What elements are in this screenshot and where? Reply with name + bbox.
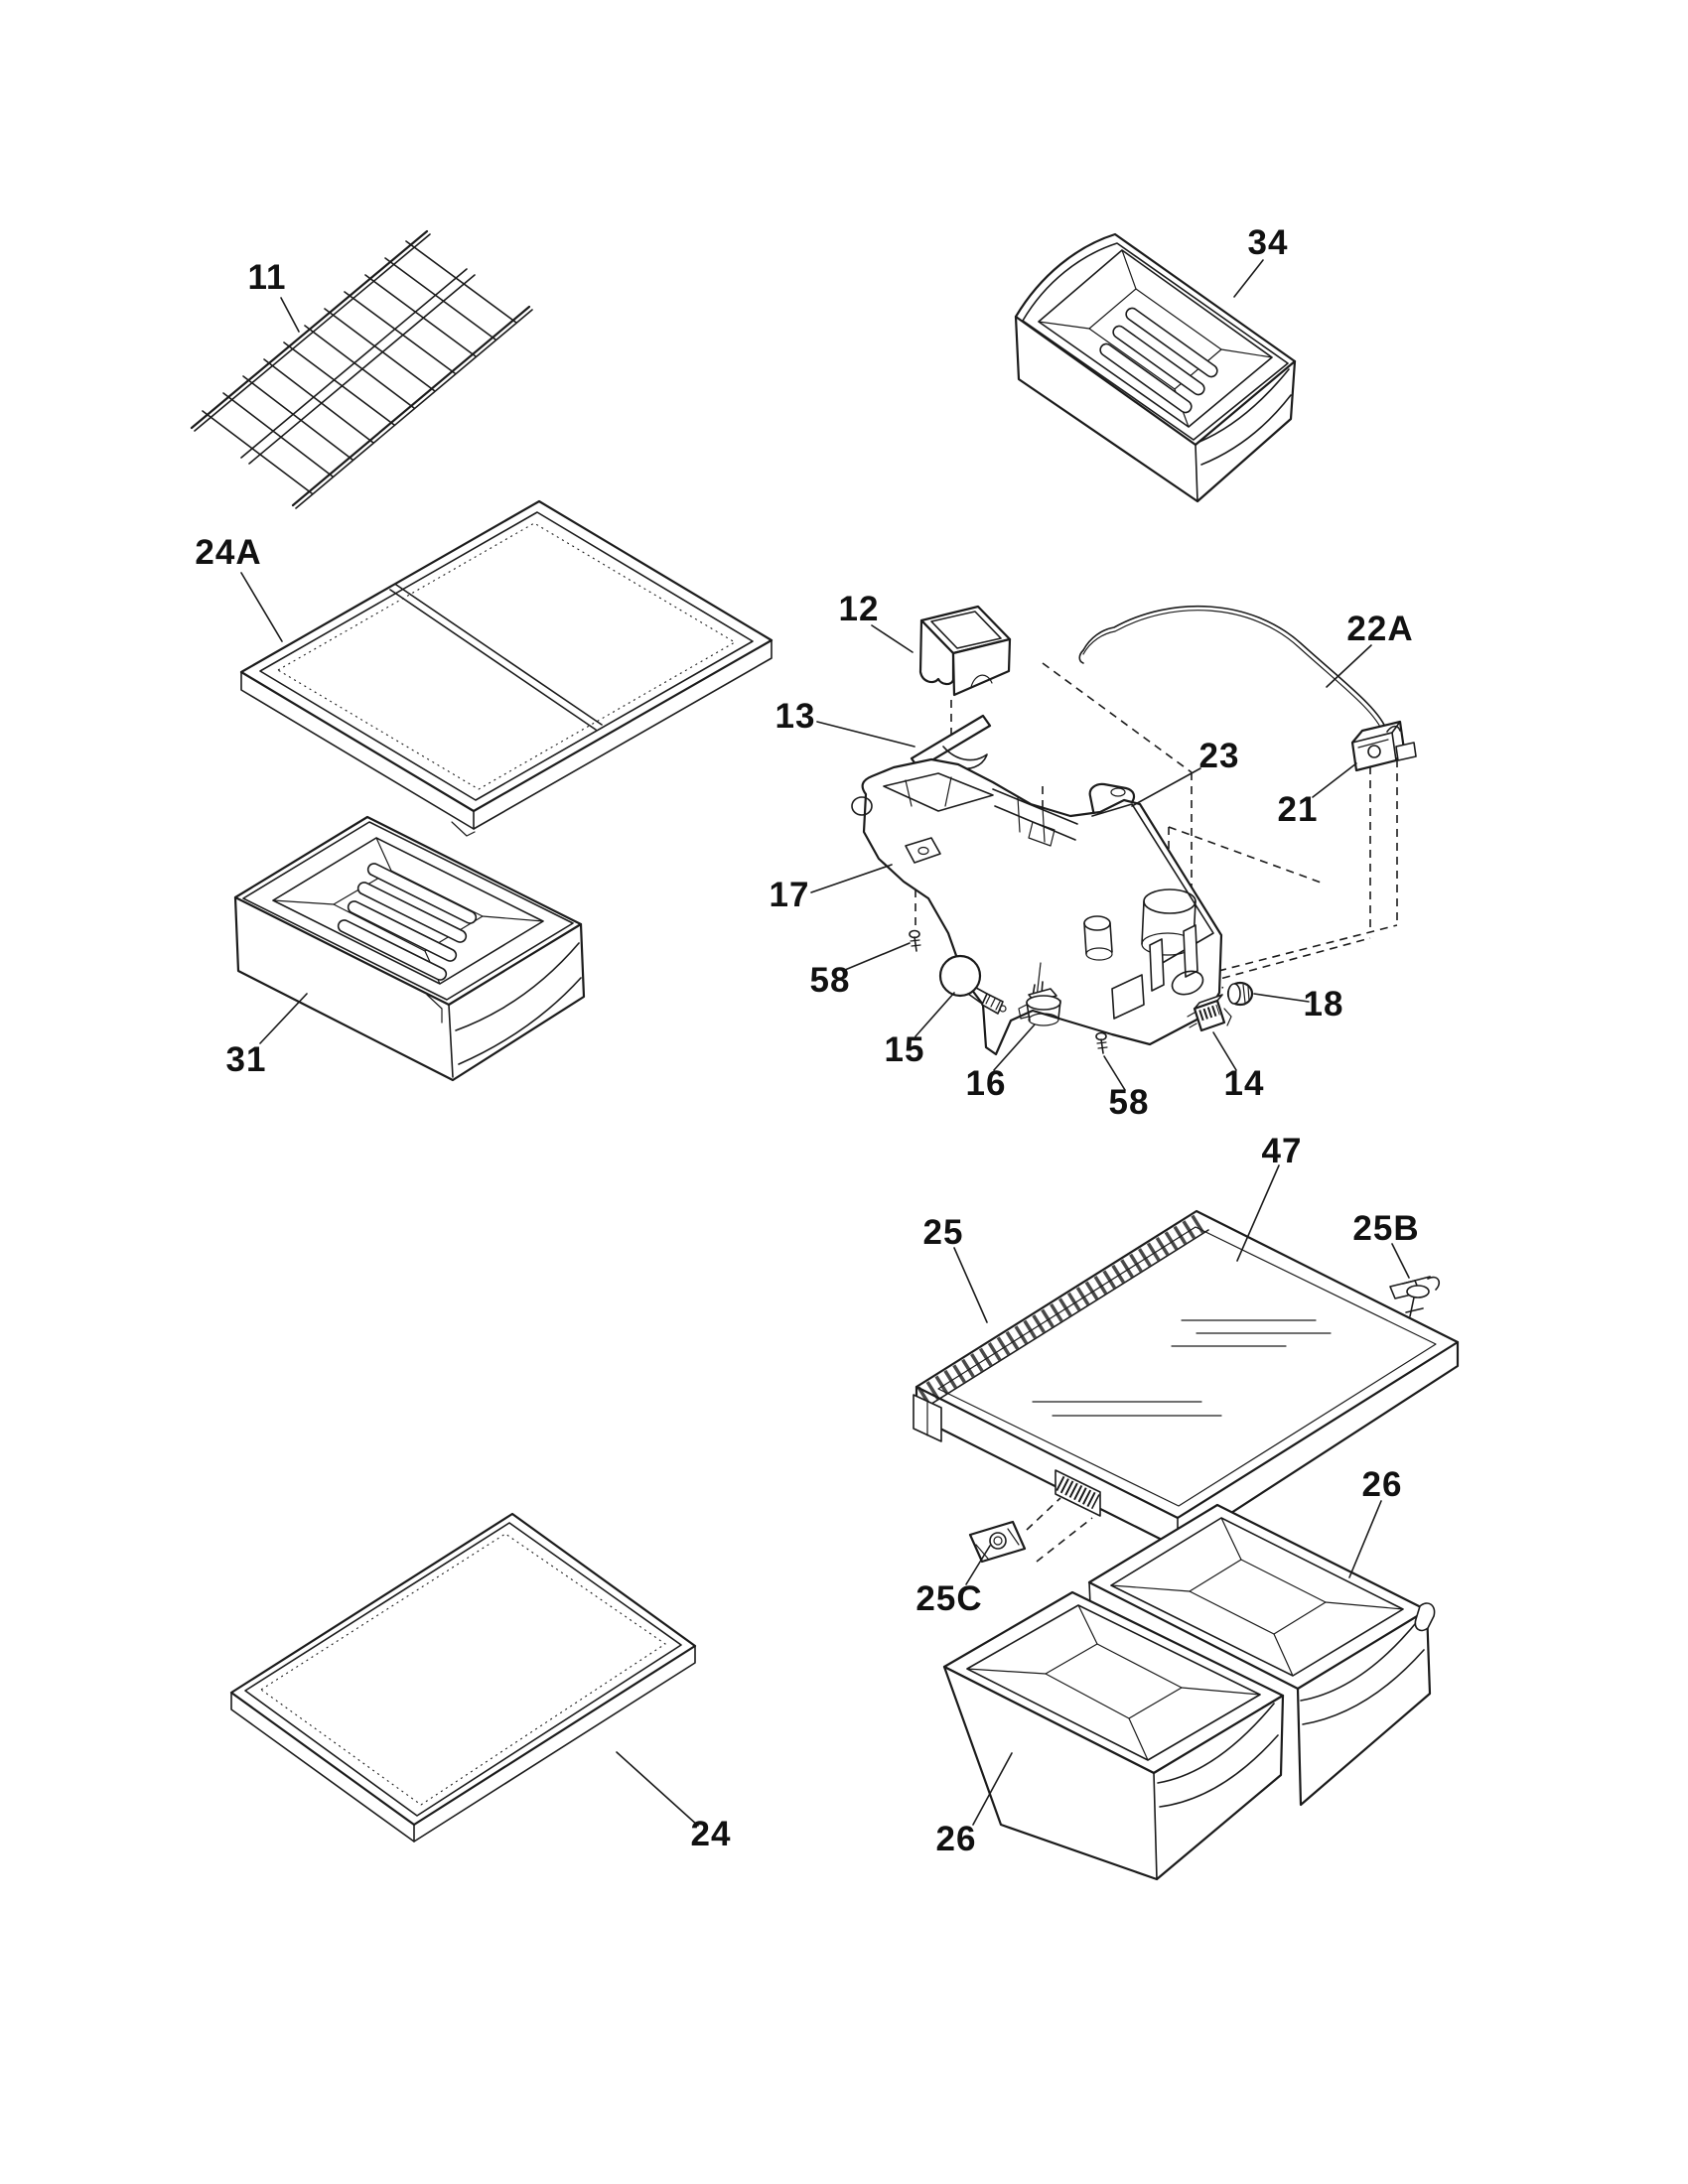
leader-line bbox=[1313, 763, 1356, 797]
wire-harness-22a bbox=[1079, 607, 1387, 734]
glass-shelf-24a bbox=[241, 501, 772, 836]
leader-line bbox=[872, 625, 913, 652]
crisper-pan-31 bbox=[235, 817, 584, 1080]
glass-shelf-24 bbox=[231, 1514, 695, 1842]
callout-58-upper: 58 bbox=[809, 961, 851, 1000]
leader-line bbox=[954, 1248, 987, 1322]
callout-26-right: 26 bbox=[1361, 1465, 1403, 1504]
shelf-slide-25c bbox=[970, 1522, 1025, 1562]
callout-17: 17 bbox=[769, 876, 810, 914]
leader-line bbox=[241, 573, 282, 641]
leader-line bbox=[845, 943, 910, 970]
callout-21: 21 bbox=[1277, 790, 1319, 829]
shelf-end-clip-25b bbox=[1403, 1277, 1439, 1316]
callout-15: 15 bbox=[884, 1030, 925, 1069]
screw-58-upper bbox=[910, 931, 920, 952]
grommet-18 bbox=[1228, 983, 1252, 1005]
leader-line bbox=[260, 994, 307, 1043]
callout-23: 23 bbox=[1198, 737, 1240, 775]
leader-line bbox=[1132, 768, 1200, 806]
leader-line bbox=[1392, 1244, 1409, 1278]
leader-line bbox=[281, 298, 299, 332]
callout-34: 34 bbox=[1247, 223, 1289, 262]
callout-31: 31 bbox=[225, 1040, 267, 1079]
callout-24a: 24A bbox=[195, 533, 262, 572]
support-block-12 bbox=[920, 607, 1010, 695]
leader-line bbox=[811, 865, 892, 892]
callout-58-lower: 58 bbox=[1108, 1083, 1150, 1122]
wire-shelf-11 bbox=[192, 231, 532, 508]
callout-25: 25 bbox=[922, 1213, 964, 1252]
leader-line bbox=[1349, 1501, 1381, 1577]
callout-12: 12 bbox=[838, 590, 880, 628]
leader-line bbox=[1254, 994, 1309, 1002]
callout-26-left: 26 bbox=[935, 1820, 977, 1858]
leader-line bbox=[617, 1752, 698, 1826]
control-housing-17 bbox=[852, 759, 1221, 1054]
callout-13: 13 bbox=[774, 697, 816, 736]
leader-line bbox=[1327, 645, 1371, 687]
callout-24: 24 bbox=[690, 1815, 732, 1853]
callout-22a: 22A bbox=[1346, 610, 1414, 648]
callout-25c: 25C bbox=[915, 1579, 983, 1618]
screw-58-lower bbox=[1096, 1033, 1107, 1054]
leader-line bbox=[817, 722, 914, 747]
callout-14: 14 bbox=[1223, 1064, 1265, 1103]
callout-47: 47 bbox=[1261, 1132, 1303, 1170]
callout-25b: 25B bbox=[1352, 1209, 1420, 1248]
callout-16: 16 bbox=[965, 1064, 1007, 1103]
callout-18: 18 bbox=[1303, 985, 1344, 1024]
callout-11: 11 bbox=[247, 258, 287, 297]
door-bin-34 bbox=[1016, 234, 1295, 501]
thermostat-connector-21 bbox=[1352, 722, 1416, 770]
leader-line bbox=[1234, 260, 1263, 297]
